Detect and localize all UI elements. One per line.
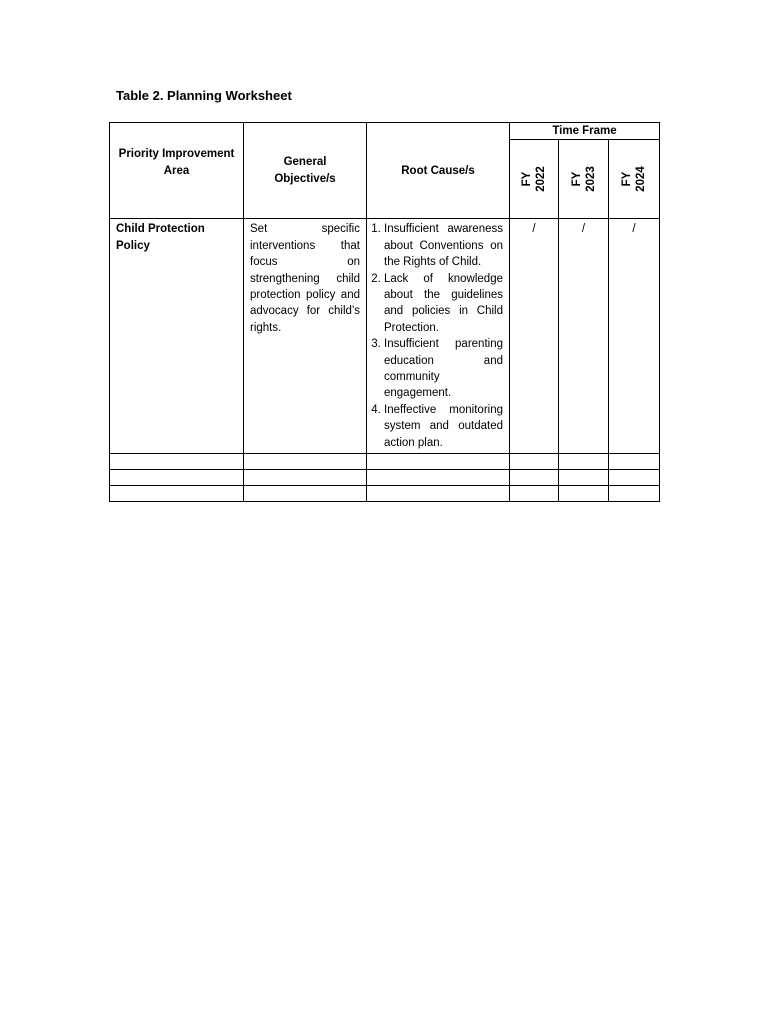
header-priority: Priority Improvement Area [110,123,244,219]
empty-row [110,470,660,486]
root-causes-cell [367,219,510,454]
planning-worksheet-table [109,122,660,502]
header-fy-2022: FY 2022 [510,140,559,219]
table-row [110,219,660,454]
header-row-top [110,123,660,140]
objective-cell: Set specific interventions that focus on strengthening child protection policy and advocacy for child’s rights. [244,219,367,454]
list-item: 3. Insufficient parenting education and community engagement. [384,336,503,402]
list-item: 2. Lack of knowledge about the guidelines and policies in Child Protection. [384,271,503,337]
header-fy-2024: FY 2024 [609,140,660,219]
mark-fy-2024: / [609,219,660,454]
header-time-frame: Time Frame [510,123,660,140]
list-item: 4. Ineffective monitoring system and outdated action plan. [384,402,503,451]
header-objective: General Objective/s [244,123,367,219]
header-root-cause: Root Cause/s [367,123,510,219]
mark-fy-2022: / [510,219,559,454]
header-fy-2023: FY 2023 [559,140,609,219]
priority-area-cell: Child Protection Policy [110,219,244,454]
empty-row [110,486,660,502]
empty-row [110,454,660,470]
table-title: Table 2. Planning Worksheet [116,88,292,103]
list-item: 1. Insufficient awareness about Conventions on the Rights of Child. [384,221,503,270]
mark-fy-2023: / [559,219,609,454]
root-causes-list [370,221,503,451]
